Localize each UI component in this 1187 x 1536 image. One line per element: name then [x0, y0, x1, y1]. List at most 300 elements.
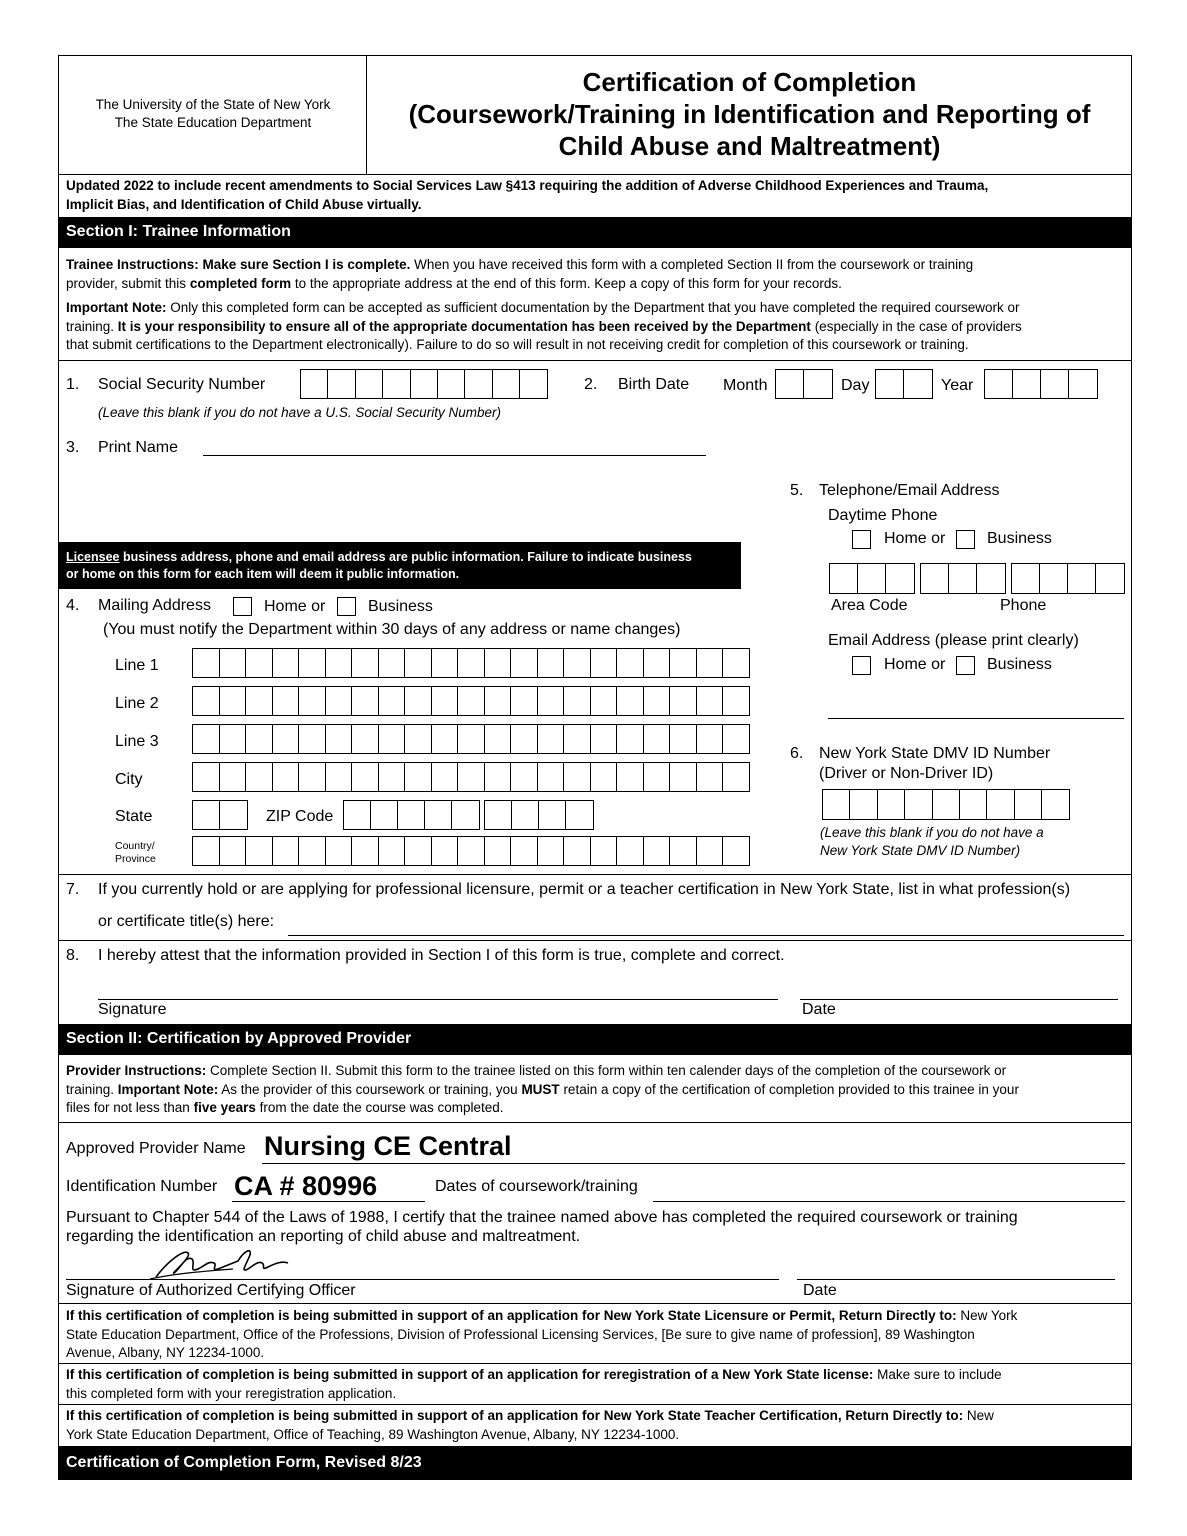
char-cell[interactable]	[431, 836, 459, 866]
char-cell[interactable]	[920, 563, 950, 594]
char-cell[interactable]	[822, 789, 851, 820]
char-cell[interactable]	[510, 762, 538, 792]
footer-text: State Education Department, Office of the Professions, Division of Professional Licensing Services, [Be sure to give name of profession], 89 Washington	[66, 1326, 975, 1342]
department-name: The State Education Department	[114, 115, 312, 130]
line3-label: Line 3	[115, 733, 159, 750]
char-cell[interactable]	[457, 686, 485, 716]
instr-text: from the date the course was completed.	[255, 1100, 504, 1115]
char-cell[interactable]	[484, 836, 512, 866]
char-cell[interactable]	[343, 800, 372, 830]
char-cell[interactable]	[355, 369, 384, 399]
officer-signature	[148, 1243, 293, 1283]
char-cell[interactable]	[590, 648, 618, 678]
char-cell[interactable]	[565, 800, 594, 830]
char-cell[interactable]	[298, 724, 326, 754]
teacher-return-address	[66, 1407, 1128, 1444]
char-cell[interactable]	[298, 836, 326, 866]
char-cell[interactable]	[643, 686, 671, 716]
state-label: State	[115, 808, 153, 825]
trainee-instructions	[66, 256, 1128, 293]
ssn-hint: (Leave this blank if you do not have a U.S. Social Security Number)	[98, 405, 501, 420]
char-cell[interactable]	[537, 762, 565, 792]
char-cell[interactable]	[464, 369, 493, 399]
business-label: Business	[368, 598, 433, 615]
char-cell[interactable]	[537, 648, 565, 678]
char-cell[interactable]	[298, 648, 326, 678]
char-cell[interactable]	[272, 836, 300, 866]
char-cell[interactable]	[669, 724, 697, 754]
char-cell[interactable]	[325, 836, 353, 866]
char-cell[interactable]	[397, 800, 426, 830]
instr-bold: Important Note:	[117, 1081, 219, 1097]
rule	[58, 1122, 1132, 1123]
char-cell[interactable]	[590, 724, 618, 754]
section2-header	[58, 1024, 1132, 1055]
instr-text: retain a copy of the certification of completion provided to this trainee in your	[559, 1081, 1019, 1097]
char-cell[interactable]	[722, 648, 750, 678]
char-cell[interactable]	[378, 836, 406, 866]
note-bold: It is your responsibility to ensure all of the appropriate documentation has been received by the Department	[117, 318, 811, 334]
char-cell[interactable]	[457, 648, 485, 678]
char-cell[interactable]	[424, 800, 453, 830]
char-cell[interactable]	[351, 724, 379, 754]
char-cell[interactable]	[857, 563, 887, 594]
year-label: Year	[941, 377, 974, 394]
footer-text: York State Education Department, Office of Teaching, 89 Washington Avenue, Albany, NY 12234-1000.	[66, 1426, 680, 1442]
rule	[58, 360, 1132, 361]
char-cell[interactable]	[696, 836, 724, 866]
char-cell[interactable]	[327, 369, 356, 399]
char-cell[interactable]	[404, 724, 432, 754]
dmv-hint-line: New York State DMV ID Number)	[820, 843, 1021, 858]
field-number: 2.	[584, 376, 598, 393]
char-cell[interactable]	[984, 369, 1014, 399]
char-cell[interactable]	[378, 686, 406, 716]
instr-text: provider, submit this	[66, 275, 190, 291]
provider-name-value[interactable]: Nursing CE Central	[264, 1131, 512, 1161]
char-cell[interactable]	[431, 724, 459, 754]
instr-bold: Trainee Instructions: Make sure Section I is complete.	[66, 257, 411, 272]
licensure-return-address	[66, 1307, 1128, 1363]
char-cell[interactable]	[696, 762, 724, 792]
char-cell[interactable]	[484, 800, 513, 830]
char-cell[interactable]	[378, 762, 406, 792]
dmv-label: New York State DMV ID Number	[819, 745, 1051, 762]
char-cell[interactable]	[457, 836, 485, 866]
dates-label: Dates of coursework/training	[435, 1178, 638, 1195]
address-line2-input[interactable]	[192, 686, 749, 716]
char-cell[interactable]	[722, 724, 750, 754]
date-label: Date	[803, 1282, 837, 1299]
mail-business-checkbox[interactable]	[337, 597, 356, 616]
zip-input[interactable]	[343, 800, 478, 830]
profession-question: If you currently hold or are applying for professional licensure, permit or a teacher certification in New York State, list in what profession(s)	[98, 881, 1071, 898]
char-cell[interactable]	[563, 648, 591, 678]
pursuant-text	[66, 1208, 1018, 1246]
footer-text: Make sure to include	[873, 1367, 1002, 1382]
char-cell[interactable]	[351, 762, 379, 792]
char-cell[interactable]	[382, 369, 411, 399]
country-label-line: Province	[115, 853, 156, 865]
instr-bold: MUST	[521, 1081, 560, 1097]
char-cell[interactable]	[484, 762, 512, 792]
char-cell[interactable]	[219, 686, 247, 716]
char-cell[interactable]	[669, 762, 697, 792]
ssn-label: Social Security Number	[98, 376, 266, 393]
id-number-line	[232, 1201, 425, 1202]
date-label: Date	[802, 1001, 836, 1018]
char-cell[interactable]	[669, 836, 697, 866]
char-cell[interactable]	[492, 369, 521, 399]
signature-label: Signature	[98, 1001, 167, 1018]
char-cell[interactable]	[351, 686, 379, 716]
phone-business-checkbox[interactable]	[956, 530, 975, 549]
reregistration-note	[66, 1366, 1128, 1403]
char-cell[interactable]	[875, 369, 905, 399]
field-number: 1.	[66, 376, 80, 393]
char-cell[interactable]	[877, 789, 906, 820]
char-cell[interactable]	[325, 762, 353, 792]
char-cell[interactable]	[484, 724, 512, 754]
char-cell[interactable]	[245, 724, 273, 754]
rule	[58, 174, 1132, 175]
pursuant-line: regarding the identification an reporting of child abuse and maltreatment.	[66, 1228, 581, 1245]
char-cell[interactable]	[192, 836, 220, 866]
trainee-date-input[interactable]	[800, 999, 1118, 1000]
char-cell[interactable]	[537, 836, 565, 866]
instr-bold: completed form	[189, 275, 292, 291]
char-cell[interactable]	[272, 686, 300, 716]
char-cell[interactable]	[404, 836, 432, 866]
char-cell[interactable]	[192, 762, 220, 792]
phone-home-checkbox[interactable]	[852, 530, 871, 549]
footer-text: Avenue, Albany, NY 12234-1000.	[66, 1345, 265, 1360]
country-label-line: Country/	[115, 840, 155, 852]
char-cell[interactable]	[537, 686, 565, 716]
char-cell[interactable]	[538, 800, 567, 830]
telephone-email-label: Telephone/Email Address	[819, 482, 1000, 499]
section1-title: Section I: Trainee Information	[66, 223, 291, 240]
footer-text: New	[963, 1408, 994, 1423]
char-cell[interactable]	[219, 762, 247, 792]
city-label: City	[115, 771, 143, 788]
instr-bold: five years	[193, 1100, 256, 1115]
area-code-label: Area Code	[831, 597, 908, 614]
char-cell[interactable]	[1067, 563, 1097, 594]
char-cell[interactable]	[325, 724, 353, 754]
home-or-label: Home or	[264, 598, 326, 615]
rule	[58, 1404, 1132, 1405]
char-cell[interactable]	[616, 762, 644, 792]
char-cell[interactable]	[351, 836, 379, 866]
dmv-hint-line: (Leave this blank if you do not have a	[820, 825, 1044, 840]
instr-text: to the appropriate address at the end of this form. Keep a copy of this form for your records.	[291, 275, 842, 291]
char-cell[interactable]	[1014, 789, 1043, 820]
char-cell[interactable]	[1068, 369, 1098, 399]
note-text: (especially in the case of providers	[810, 318, 1022, 334]
email-home-checkbox[interactable]	[852, 656, 871, 675]
char-cell[interactable]	[219, 724, 247, 754]
section2-title: Section II: Certification by Approved Provider	[66, 1030, 412, 1047]
rule	[58, 874, 1132, 875]
phone-line-input[interactable]	[1011, 563, 1123, 594]
char-cell[interactable]	[669, 648, 697, 678]
char-cell[interactable]	[590, 836, 618, 866]
char-cell[interactable]	[410, 369, 439, 399]
char-cell[interactable]	[451, 800, 480, 830]
id-number-value[interactable]: CA # 80996	[234, 1171, 378, 1201]
business-label: Business	[987, 530, 1052, 547]
email-label: Email Address (please print clearly)	[828, 632, 1079, 649]
char-cell[interactable]	[431, 762, 459, 792]
state-input[interactable]	[192, 800, 246, 830]
char-cell[interactable]	[484, 648, 512, 678]
note-bold: Important Note:	[66, 300, 167, 315]
instr-bold: Provider Instructions:	[66, 1063, 207, 1078]
char-cell[interactable]	[722, 686, 750, 716]
instr-text: When you have received this form with a completed Section II from the coursework or training	[410, 257, 974, 272]
dmv-label-sub: (Driver or Non-Driver ID)	[819, 765, 994, 782]
char-cell[interactable]	[885, 563, 915, 594]
rule	[58, 940, 1132, 941]
char-cell[interactable]	[510, 686, 538, 716]
char-cell[interactable]	[849, 789, 878, 820]
char-cell[interactable]	[484, 686, 512, 716]
officer-signature-input[interactable]	[66, 1279, 779, 1280]
char-cell[interactable]	[404, 686, 432, 716]
char-cell[interactable]	[1040, 369, 1070, 399]
char-cell[interactable]	[696, 648, 724, 678]
char-cell[interactable]	[378, 648, 406, 678]
char-cell[interactable]	[300, 369, 329, 399]
char-cell[interactable]	[192, 800, 221, 830]
print-name-label: Print Name	[98, 439, 179, 456]
trainee-signature-input[interactable]	[98, 999, 778, 1000]
field-number: 5.	[790, 482, 804, 499]
mail-home-checkbox[interactable]	[233, 597, 252, 616]
char-cell[interactable]	[537, 724, 565, 754]
title-line: (Coursework/Training in Identification and Reporting of	[408, 99, 1091, 129]
char-cell[interactable]	[1095, 563, 1125, 594]
field-number: 7.	[66, 881, 80, 898]
birth-month-input[interactable]	[775, 369, 831, 399]
ssn-input[interactable]	[300, 369, 547, 399]
day-label: Day	[841, 377, 870, 394]
dates-input[interactable]	[653, 1201, 1125, 1202]
country-label	[115, 840, 156, 866]
dmv-hint	[820, 824, 1044, 860]
country-input[interactable]	[192, 836, 749, 866]
important-note	[66, 299, 1128, 355]
char-cell[interactable]	[959, 789, 988, 820]
char-cell[interactable]	[272, 648, 300, 678]
char-cell[interactable]	[272, 762, 300, 792]
line2-label: Line 2	[115, 695, 159, 712]
char-cell[interactable]	[370, 800, 399, 830]
char-cell[interactable]	[457, 724, 485, 754]
char-cell[interactable]	[616, 836, 644, 866]
daytime-phone-label: Daytime Phone	[828, 507, 938, 524]
footer-bold: If this certification of completion is being submitted in support of an application for New York State Licensure or Permit, Return Directly to:	[66, 1308, 957, 1323]
licensee-notice	[58, 542, 741, 589]
char-cell[interactable]	[803, 369, 833, 399]
char-cell[interactable]	[775, 369, 805, 399]
line1-label: Line 1	[115, 657, 159, 674]
char-cell[interactable]	[245, 762, 273, 792]
birth-year-input[interactable]	[984, 369, 1096, 399]
char-cell[interactable]	[563, 724, 591, 754]
char-cell[interactable]	[932, 789, 961, 820]
revision-footer	[58, 1446, 1132, 1480]
note-text: Only this completed form can be accepted as sufficient documentation by the Department that you have completed the required coursework or	[166, 300, 1020, 315]
char-cell[interactable]	[192, 648, 220, 678]
char-cell[interactable]	[192, 724, 220, 754]
char-cell[interactable]	[722, 762, 750, 792]
pursuant-line: Pursuant to Chapter 544 of the Laws of 1988, I certify that the trainee named above has completed the required coursework or training	[66, 1209, 1018, 1226]
revision-label: Certification of Completion Form, Revised 8/23	[66, 1454, 422, 1471]
char-cell[interactable]	[219, 836, 247, 866]
rule	[58, 1303, 1132, 1304]
char-cell[interactable]	[829, 563, 859, 594]
char-cell[interactable]	[431, 648, 459, 678]
char-cell[interactable]	[245, 686, 273, 716]
char-cell[interactable]	[590, 686, 618, 716]
instr-text: training.	[66, 1081, 118, 1097]
footer-text: New York	[956, 1308, 1018, 1323]
char-cell[interactable]	[245, 648, 273, 678]
char-cell[interactable]	[404, 648, 432, 678]
char-cell[interactable]	[948, 563, 978, 594]
licensee-word: Licensee	[66, 550, 120, 564]
char-cell[interactable]	[325, 686, 353, 716]
char-cell[interactable]	[976, 563, 1006, 594]
note-text: training.	[66, 318, 118, 334]
zip4-input[interactable]	[484, 800, 592, 830]
char-cell[interactable]	[722, 836, 750, 866]
char-cell[interactable]	[904, 789, 933, 820]
home-or-label: Home or	[884, 656, 946, 673]
char-cell[interactable]	[511, 800, 540, 830]
id-number-label: Identification Number	[66, 1178, 218, 1195]
char-cell[interactable]	[643, 724, 671, 754]
char-cell[interactable]	[643, 836, 671, 866]
home-or-label: Home or	[884, 530, 946, 547]
char-cell[interactable]	[457, 762, 485, 792]
officer-signature-label: Signature of Authorized Certifying Officer	[66, 1282, 356, 1299]
char-cell[interactable]	[510, 648, 538, 678]
email-business-checkbox[interactable]	[956, 656, 975, 675]
mailing-address-label: Mailing Address	[98, 597, 211, 614]
footer-bold: If this certification of completion is being submitted in support of an application for New York State Teacher Certification, Return Directly to:	[66, 1408, 964, 1423]
char-cell[interactable]	[643, 762, 671, 792]
char-cell[interactable]	[298, 686, 326, 716]
issuing-agency	[60, 96, 366, 132]
char-cell[interactable]	[1012, 369, 1042, 399]
char-cell[interactable]	[510, 836, 538, 866]
field-number: 4.	[66, 597, 80, 614]
attestation-text: I hereby attest that the information provided in Section I of this form is true, complete and correct.	[98, 947, 785, 964]
zip-label: ZIP Code	[266, 808, 334, 825]
update-line: Updated 2022 to include recent amendments to Social Services Law §413 requiring the addition of Adverse Childhood Experiences and Trauma,	[66, 178, 989, 193]
licensee-text: business address, phone and email address are public information. Failure to indicate business	[119, 550, 692, 564]
university-name: The University of the State of New York	[95, 97, 331, 112]
phone-prefix-input[interactable]	[920, 563, 1004, 594]
char-cell[interactable]	[519, 369, 548, 399]
char-cell[interactable]	[696, 686, 724, 716]
char-cell[interactable]	[219, 800, 248, 830]
char-cell[interactable]	[590, 762, 618, 792]
email-input[interactable]	[828, 718, 1124, 719]
instr-text: Complete Section II. Submit this form to the trainee listed on this form within ten calender days of the completion of the coursework or	[206, 1063, 1007, 1078]
section1-header	[58, 217, 1132, 248]
char-cell[interactable]	[1039, 563, 1069, 594]
char-cell[interactable]	[616, 648, 644, 678]
char-cell[interactable]	[696, 724, 724, 754]
instr-text: files for not less than	[66, 1100, 194, 1115]
char-cell[interactable]	[563, 686, 591, 716]
char-cell[interactable]	[378, 724, 406, 754]
footer-text: this completed form with your reregistration application.	[66, 1385, 397, 1401]
char-cell[interactable]	[563, 762, 591, 792]
provider-name-line	[262, 1163, 1125, 1164]
char-cell[interactable]	[510, 724, 538, 754]
officer-date-input[interactable]	[797, 1279, 1115, 1280]
char-cell[interactable]	[298, 762, 326, 792]
field-number: 6.	[790, 745, 804, 762]
rule	[58, 1363, 1132, 1364]
update-line: Implicit Bias, and Identification of Child Abuse virtually.	[66, 196, 422, 212]
address-line3-input[interactable]	[192, 724, 749, 754]
provider-name-label: Approved Provider Name	[66, 1140, 246, 1157]
char-cell[interactable]	[1041, 789, 1070, 820]
char-cell[interactable]	[643, 648, 671, 678]
char-cell[interactable]	[192, 686, 220, 716]
print-name-input[interactable]	[203, 455, 706, 456]
char-cell[interactable]	[245, 836, 273, 866]
title-line: Child Abuse and Maltreatment)	[558, 131, 941, 161]
char-cell[interactable]	[404, 762, 432, 792]
char-cell[interactable]	[669, 686, 697, 716]
char-cell[interactable]	[431, 686, 459, 716]
update-note	[66, 177, 1126, 214]
char-cell[interactable]	[616, 686, 644, 716]
char-cell[interactable]	[325, 648, 353, 678]
address-line1-input[interactable]	[192, 648, 749, 678]
char-cell[interactable]	[351, 648, 379, 678]
instr-text: As the provider of this coursework or training, you	[218, 1081, 522, 1097]
char-cell[interactable]	[986, 789, 1015, 820]
char-cell[interactable]	[616, 724, 644, 754]
birth-day-input[interactable]	[875, 369, 931, 399]
char-cell[interactable]	[903, 369, 933, 399]
page-title	[367, 66, 1132, 162]
provider-instructions	[66, 1062, 1128, 1118]
field-number: 3.	[66, 439, 80, 456]
footer-bold: If this certification of completion is being submitted in support of an application for reregistration of a New York State license:	[66, 1367, 874, 1382]
mailing-hint: (You must notify the Department within 30 days of any address or name changes)	[103, 621, 681, 638]
char-cell[interactable]	[272, 724, 300, 754]
char-cell[interactable]	[219, 648, 247, 678]
licensee-text: or home on this form for each item will deem it public information.	[66, 567, 460, 581]
dmv-id-input[interactable]	[822, 789, 1069, 820]
city-input[interactable]	[192, 762, 749, 792]
char-cell[interactable]	[1011, 563, 1041, 594]
char-cell[interactable]	[437, 369, 466, 399]
birth-date-label: Birth Date	[618, 376, 690, 393]
profession-input[interactable]	[288, 935, 1124, 936]
area-code-input[interactable]	[829, 563, 913, 594]
char-cell[interactable]	[563, 836, 591, 866]
